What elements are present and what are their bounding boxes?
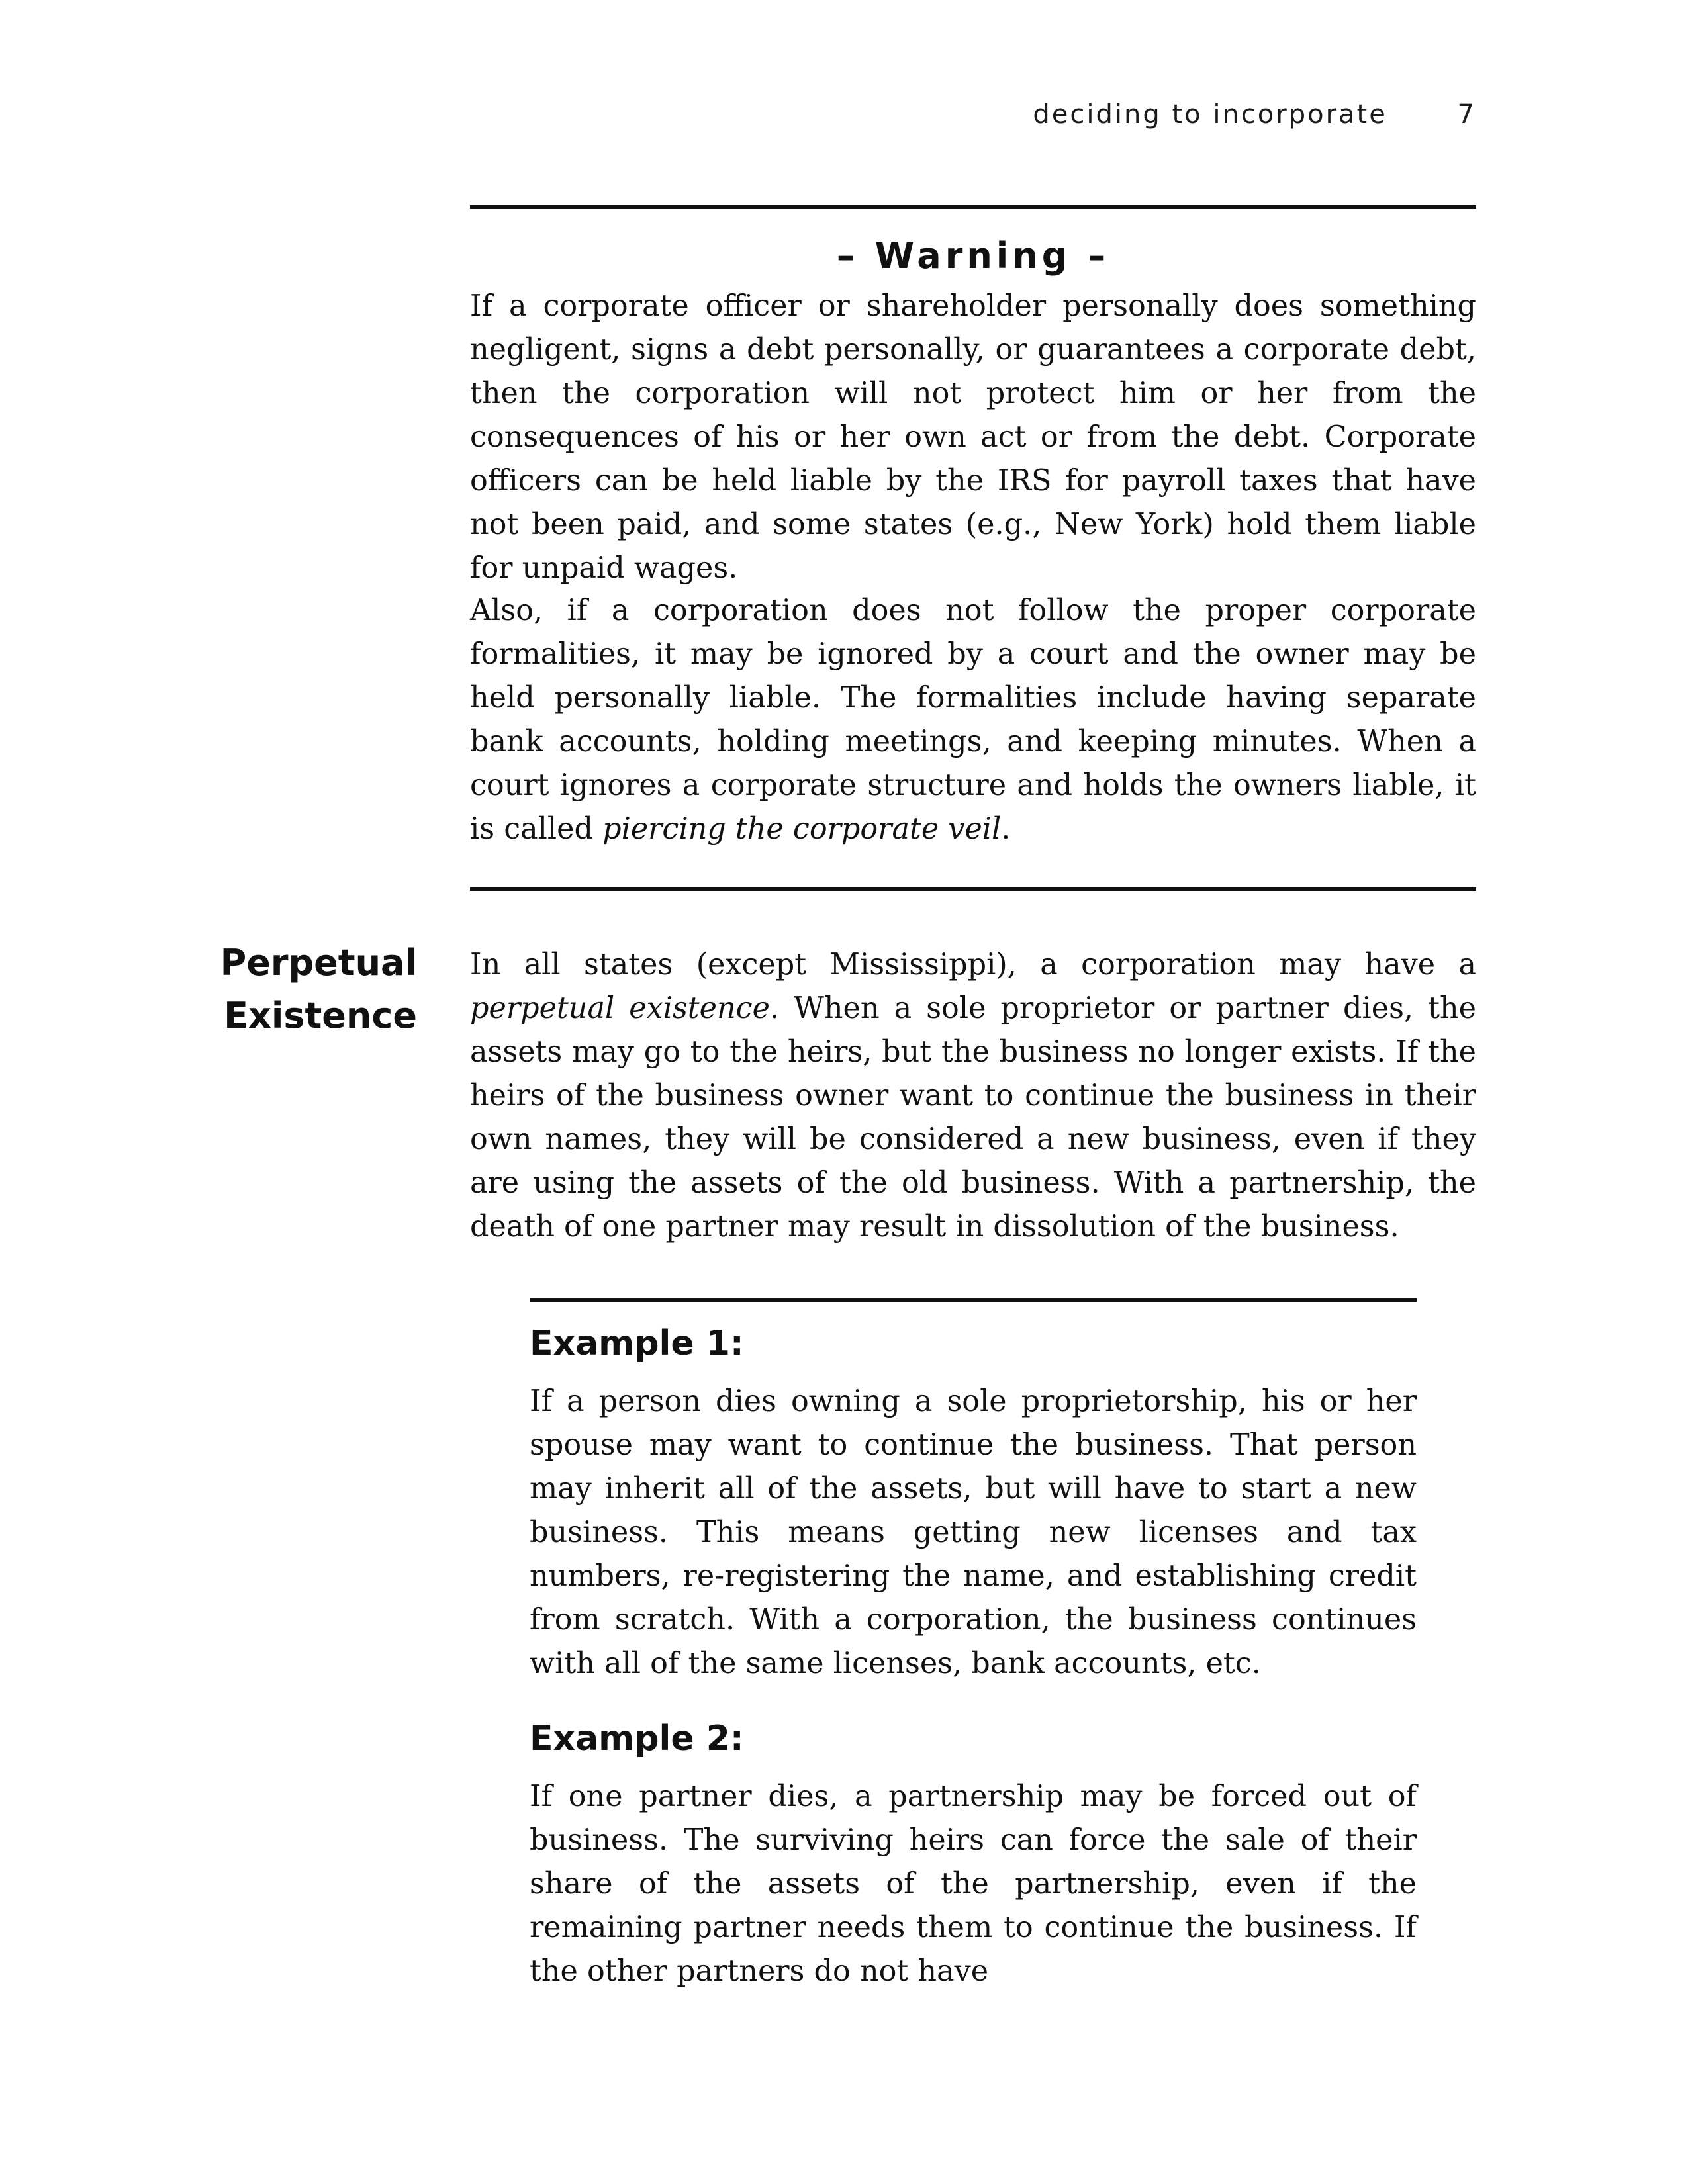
section-heading-perpetual-existence	[218, 936, 417, 1042]
warning-paragraph-2-end: .	[1001, 812, 1011, 846]
piercing-the-corporate-veil-term: piercing the corporate veil	[602, 812, 1002, 846]
perpetual-text-rest: . When a sole proprietor or partner dies, the assets may go to the heirs, but the business no longer exists. If the heirs of the business owner want to continue the business in their own names, they will be considered a new business, even if they are using the assets of the old business. With a partnership, the death of one partner may result in dissolution of the business.	[470, 991, 1477, 1244]
examples-top-rule	[530, 1298, 1417, 1302]
warning-bottom-rule	[470, 887, 1476, 891]
running-header	[1033, 99, 1476, 130]
section-heading-line-1: Perpetual	[220, 942, 417, 983]
example-1-text: If a person dies owning a sole proprietorship, his or her spouse may want to continue the business. That person may inherit all of the assets, but will have to start a new business. This means getting new licenses and tax numbers, re-registering the name, and establishing credit from scratch. With a corporation, the business continues with all of the same licenses, bank accounts, etc.	[530, 1385, 1417, 1680]
page-number: 7	[1457, 99, 1476, 130]
perpetual-existence-paragraph	[470, 943, 1476, 1249]
warning-paragraph-2-text: Also, if a corporation does not follow the proper corporate formalities, it may be ignored by a court and the owner may be held personally liable. The formalities include having separate bank accounts, holding meetings, and keeping minutes. When a court ignores a corporate structure and holds the owners liable, it is called	[470, 594, 1476, 846]
warning-paragraph-2	[470, 589, 1476, 851]
running-header-title: deciding to incorporate	[1033, 99, 1387, 130]
perpetual-existence-term: perpetual existence	[470, 991, 770, 1025]
warning-top-rule	[470, 205, 1476, 209]
perpetual-text-start: In all states (except Mississippi), a corporation may have a	[470, 948, 1476, 981]
warning-title: – Warning –	[836, 235, 1110, 277]
section-heading-line-2: Existence	[224, 995, 417, 1036]
example-2-title: Example 2:	[530, 1719, 744, 1758]
warning-paragraph-1: If a corporate officer or shareholder personally does something negligent, signs a debt personally, or guarantees a corporate debt, then the corporation will not protect him or her from the consequences of his or her own act or from the debt. Corporate officers can be held liable by the IRS for payroll taxes that have not been paid, and some states (e.g., New York) hold them liable for unpaid wages.	[470, 289, 1476, 585]
example-1-title: Example 1:	[530, 1324, 744, 1363]
example-2-text: If one partner dies, a partnership may be forced out of business. The surviving heirs can force the sale of their share of the assets of the partnership, even if the remaining partner needs them to continue the business. If the other partners do not have	[530, 1780, 1417, 1988]
